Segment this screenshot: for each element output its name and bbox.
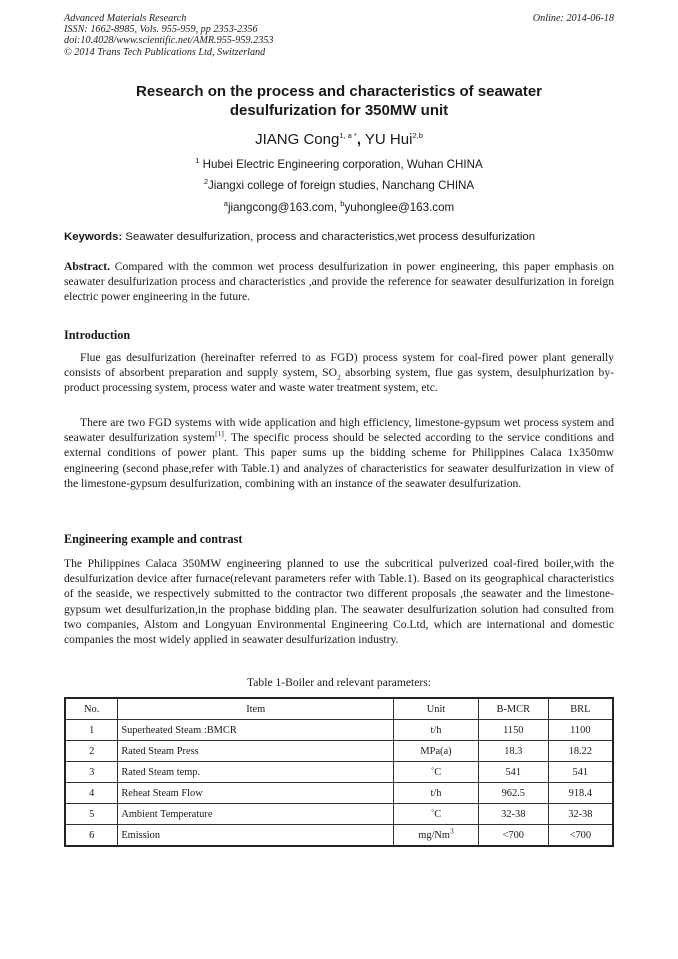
so2-subscript: 2 bbox=[336, 372, 341, 382]
copyright-line: © 2014 Trans Tech Publications Ltd, Switzerland bbox=[64, 46, 266, 58]
table-row bbox=[65, 720, 613, 741]
unit-text: t/h bbox=[430, 787, 442, 799]
cell-no: 2 bbox=[65, 741, 118, 762]
cell-brl: 918.4 bbox=[548, 783, 613, 804]
cell-brl: 32-38 bbox=[548, 804, 613, 825]
table-header-row bbox=[65, 698, 613, 720]
author-2-sup: 2,b bbox=[412, 131, 423, 140]
title-line-1: Research on the process and characteristics of seawater bbox=[135, 83, 542, 100]
online-date: Online: 2014-06-18 bbox=[532, 13, 614, 24]
author-2: YU Hui bbox=[361, 131, 413, 148]
unit-text: MPa(a) bbox=[420, 745, 452, 757]
introduction-heading: Introduction bbox=[64, 328, 131, 342]
abstract-text: Compared with the common wet process desulfurization in power engineering, this paper emphasis on seawater desulfurization process and characteristics ,and provide the reference for seawater desulfurization in foreign electric power engineering in the future. bbox=[64, 260, 614, 304]
author-1: JIANG Cong bbox=[255, 131, 340, 148]
table-row bbox=[65, 741, 613, 762]
table-row bbox=[65, 762, 613, 783]
unit-text: ˚C bbox=[430, 766, 442, 778]
cell-item: Superheated Steam :BMCR bbox=[118, 720, 394, 741]
cell-unit bbox=[394, 762, 479, 783]
unit-text: ˚C bbox=[430, 808, 442, 820]
cell-item: Emission bbox=[118, 825, 394, 847]
affiliation-2 bbox=[64, 179, 614, 192]
cell-bmcr: 1150 bbox=[478, 720, 548, 741]
unit-sup: 3 bbox=[450, 826, 454, 836]
cell-brl: 541 bbox=[548, 762, 613, 783]
cell-no: 3 bbox=[65, 762, 118, 783]
cell-no: 5 bbox=[65, 804, 118, 825]
keywords-label: Keywords: bbox=[64, 231, 123, 243]
cell-item: Ambient Temperature bbox=[118, 804, 394, 825]
engineering-paragraph: The Philippines Calaca 350MW engineering planned to use the subcritical pulverized coal-fired boiler,with the desulfurization device after furnace(relevant parameters refer with Table.1). Based on its geographical characteristics of the seaside, we respectively submitted to the contractor two different proposals ,the seawater and the limestone-gypsum wet desulfurization,in the prophase bidding plan. The seawater desulfurization solution had consulted from two companies, Alstom and Longyuan Environmental Engineering Co.Ltd, which are international and domestic companies the most widely applied in seawater desulfurization industry. bbox=[64, 557, 614, 647]
affiliation-2-sup: 2 bbox=[203, 177, 208, 187]
cell-unit bbox=[394, 783, 479, 804]
cell-no: 4 bbox=[65, 783, 118, 804]
email-a[interactable]: jiangcong@163.com, bbox=[227, 201, 341, 214]
cell-no: 6 bbox=[65, 825, 118, 847]
email-b-sup: b bbox=[340, 199, 345, 209]
table-row bbox=[65, 804, 613, 825]
cell-brl: 1100 bbox=[548, 720, 613, 741]
journal-header bbox=[64, 13, 273, 58]
journal-name: Advanced Materials Research bbox=[64, 13, 187, 24]
engineering-heading: Engineering example and contrast bbox=[64, 532, 243, 546]
table-row bbox=[65, 825, 613, 847]
affiliation-1-text: Hubei Electric Engineering corporation, Wuhan CHINA bbox=[199, 158, 483, 171]
cell-bmcr: 541 bbox=[478, 762, 548, 783]
email-line bbox=[64, 201, 614, 214]
keywords-text: Seawater desulfurization, process and characteristics,wet process desulfurization bbox=[122, 231, 536, 243]
abstract bbox=[64, 259, 614, 305]
email-a-sup: a bbox=[223, 199, 228, 209]
title-line-2: desulfurization for 350MW unit bbox=[229, 102, 449, 119]
header-unit: Unit bbox=[394, 698, 479, 720]
affiliation-2-text: Jiangxi college of foreign studies, Nanchang CHINA bbox=[208, 179, 475, 192]
cell-unit bbox=[394, 804, 479, 825]
header-bmcr: B-MCR bbox=[478, 698, 548, 720]
unit-text: t/h bbox=[430, 724, 442, 736]
cell-bmcr: <700 bbox=[478, 825, 548, 847]
header-no: No. bbox=[65, 698, 118, 720]
cell-item: Reheat Steam Flow bbox=[118, 783, 394, 804]
table-caption: Table 1-Boiler and relevant parameters: bbox=[247, 676, 431, 689]
cell-unit bbox=[394, 720, 479, 741]
paper-title bbox=[64, 82, 614, 120]
email-b[interactable]: yuhonglee@163.com bbox=[344, 201, 455, 214]
boiler-parameters-table bbox=[64, 697, 614, 847]
intro-p2-after: . The specific process should be selected according to the service conditions and external conditions of power plant. This paper sums up the bidding scheme for Philippines Calaca 1x350mw engineering (second phase,refer with Table.1) and analyzes of characteristics for seawater desulfurization in view of the limestone-gypsum desulfurization, combining with an instance of the seawater desulfurization. bbox=[64, 431, 614, 490]
doi-line: doi:10.4028/www.scientific.net/AMR.955-959.2353 bbox=[64, 35, 274, 47]
introduction-paragraph-2 bbox=[64, 415, 614, 491]
introduction-paragraph-1 bbox=[64, 350, 614, 396]
cell-bmcr: 32-38 bbox=[478, 804, 548, 825]
cell-item: Rated Steam Press bbox=[118, 741, 394, 762]
citation-ref[interactable]: [1] bbox=[215, 429, 224, 439]
cell-unit bbox=[394, 825, 479, 847]
author-1-sup: 1, a * bbox=[339, 131, 357, 140]
cell-brl: <700 bbox=[548, 825, 613, 847]
author-line bbox=[64, 131, 614, 148]
cell-unit bbox=[394, 741, 479, 762]
header-brl: BRL bbox=[548, 698, 613, 720]
header-item: Item bbox=[118, 698, 394, 720]
cell-brl: 18.22 bbox=[548, 741, 613, 762]
unit-text: mg/Nm bbox=[418, 829, 451, 841]
cell-bmcr: 962.5 bbox=[478, 783, 548, 804]
cell-no: 1 bbox=[65, 720, 118, 741]
intro-p1-before: Flue gas desulfurization (hereinafter referred to as FGD) process system for coal-fired power plant generally consists of absorbent preparation and supply system, SO bbox=[64, 351, 614, 380]
issn-line: ISSN: 1662-8985, Vols. 955-959, pp 2353-2356 bbox=[64, 24, 258, 36]
abstract-label: Abstract. bbox=[64, 260, 111, 273]
intro-p2-before: There are two FGD systems with wide application and high efficiency, limestone-gypsum wet process system and seawater desulfurization system bbox=[64, 416, 614, 445]
cell-item: Rated Steam temp. bbox=[118, 762, 394, 783]
affiliation-1-sup: 1 bbox=[195, 156, 200, 166]
cell-bmcr: 18.3 bbox=[478, 741, 548, 762]
affiliation-1 bbox=[64, 158, 614, 171]
table-row bbox=[65, 783, 613, 804]
author-separator: , bbox=[356, 131, 362, 148]
keywords bbox=[64, 231, 616, 243]
intro-p1-after: absorbing system, flue gas system, desulphurization by-product processing system, process water and waste water treatment system, etc. bbox=[64, 366, 614, 395]
